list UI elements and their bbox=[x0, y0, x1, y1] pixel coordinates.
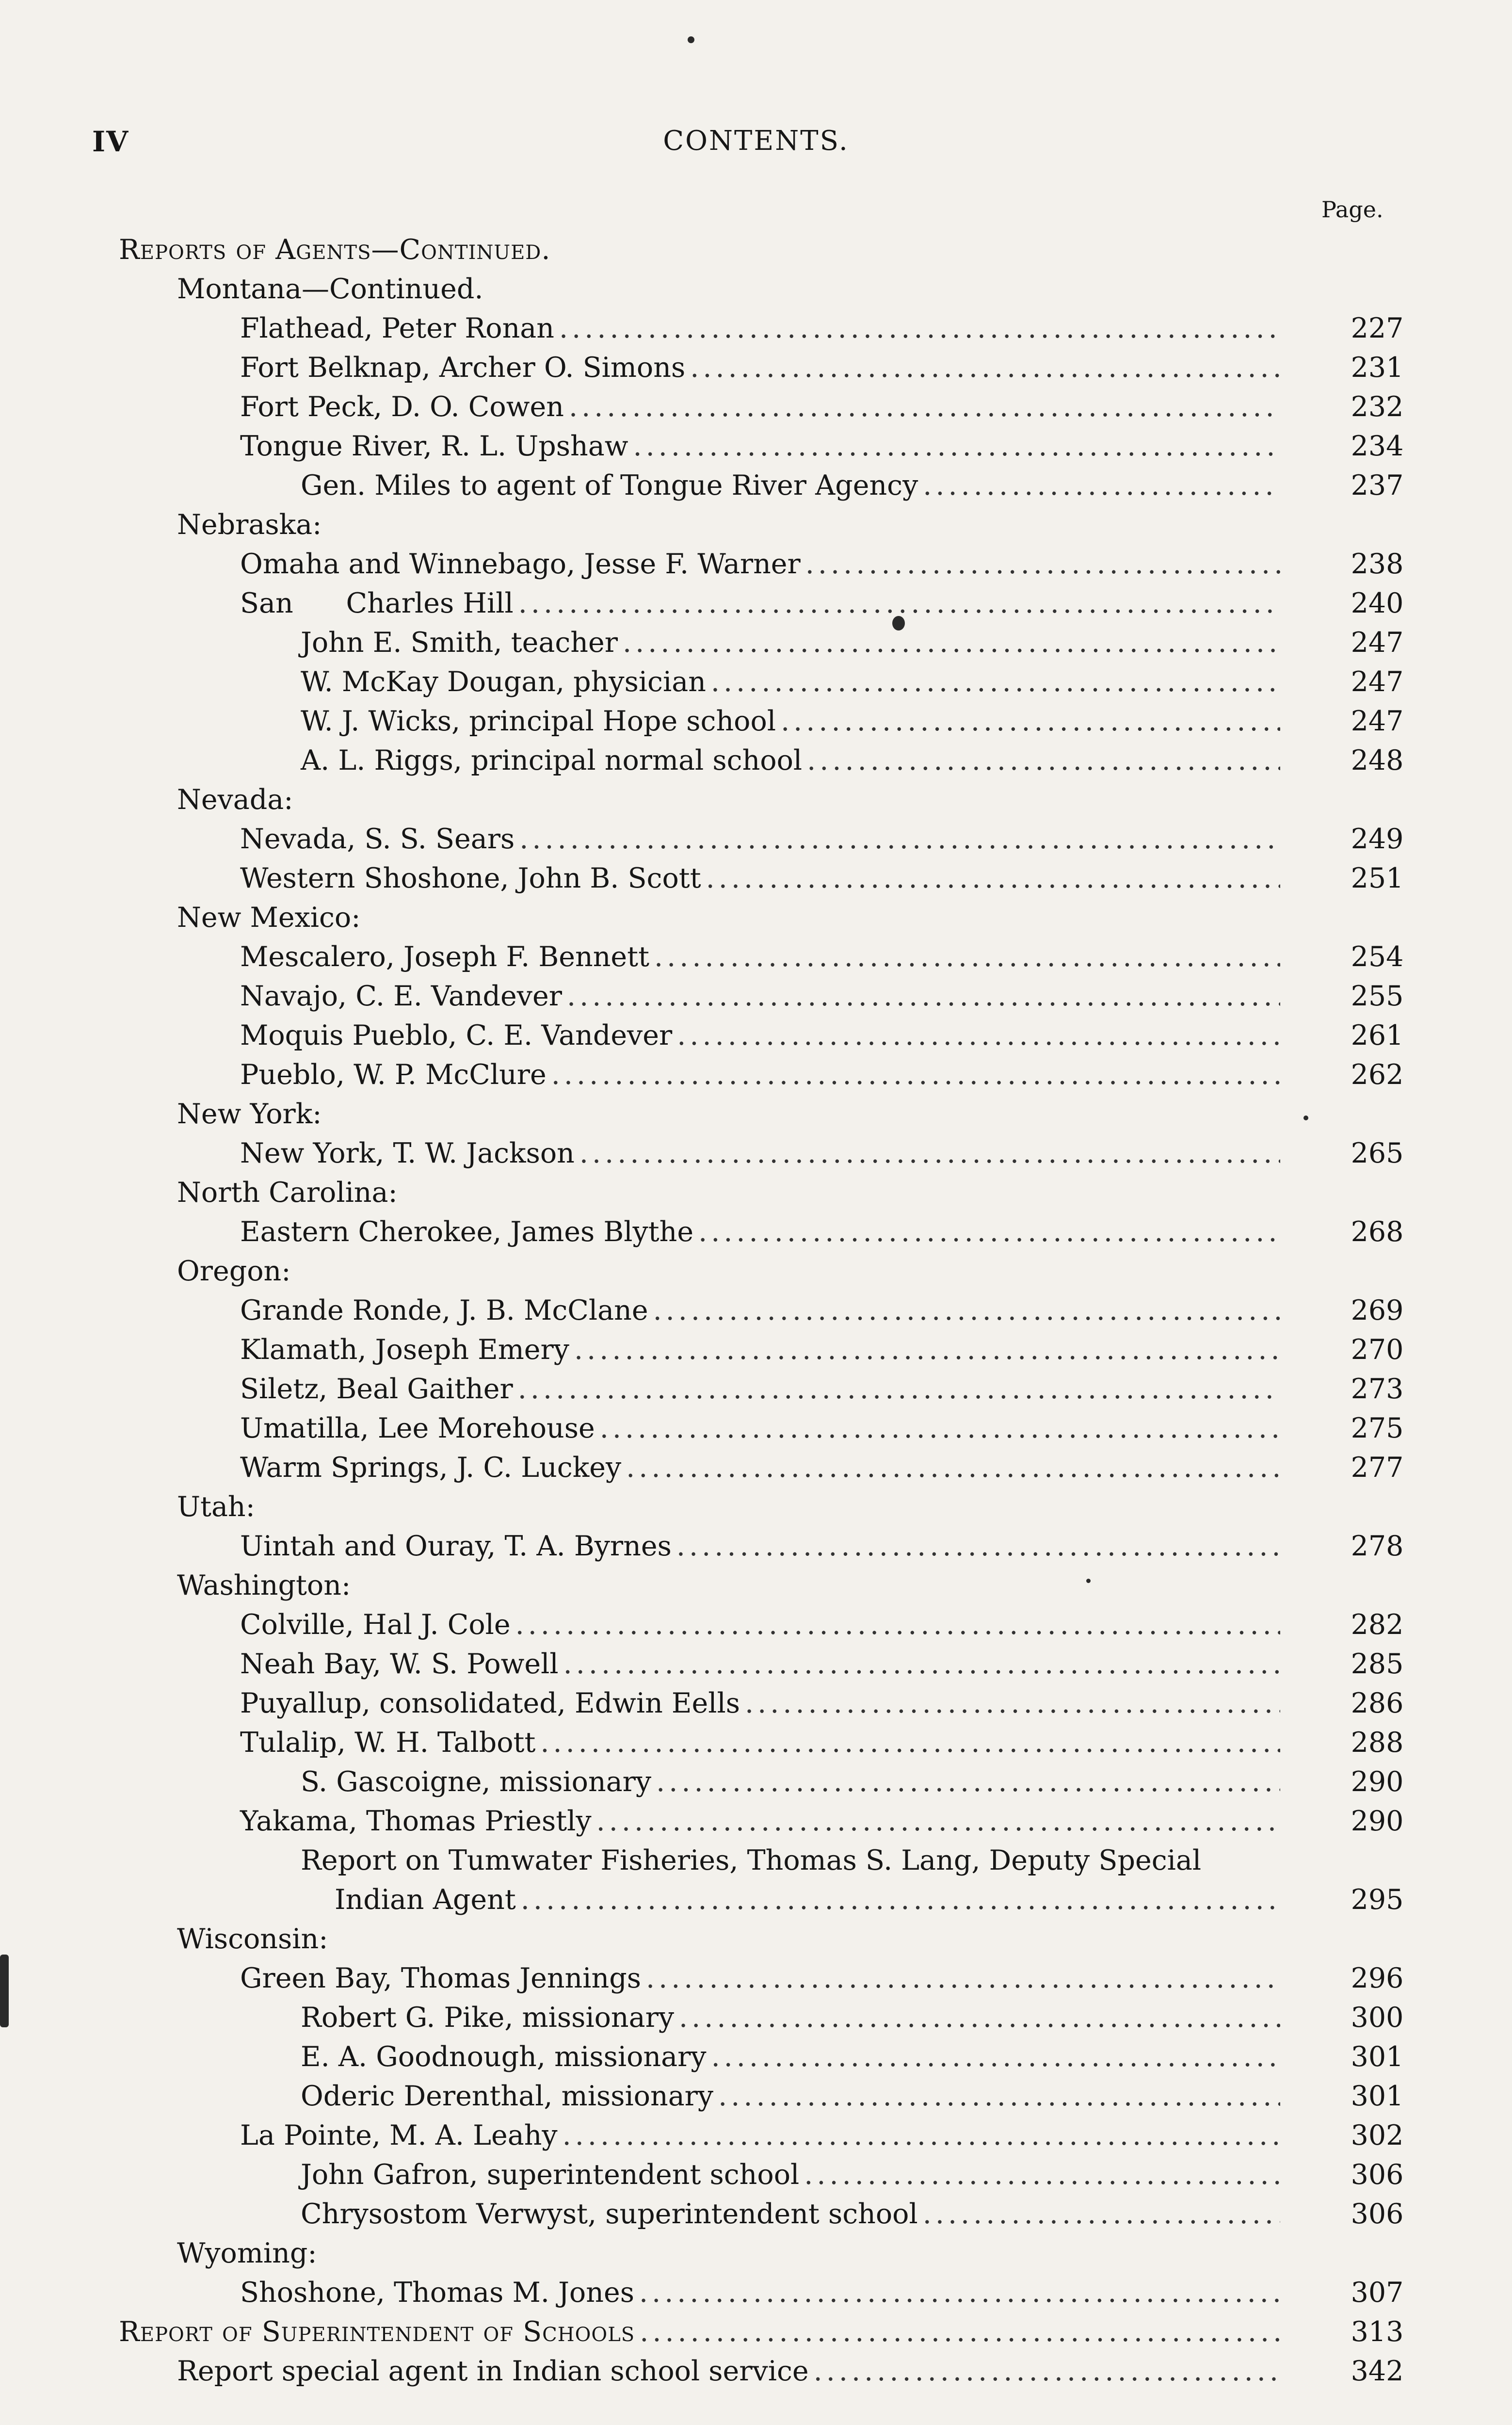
toc-entry-page: 306 bbox=[1351, 2159, 1404, 2191]
toc-entry bbox=[240, 1959, 1404, 1998]
toc-entry-page: 251 bbox=[1351, 862, 1404, 894]
toc-entry-label: Uintah and Ouray, T. A. Byrnes bbox=[240, 1530, 672, 1562]
dot-leader bbox=[639, 2273, 1280, 2312]
toc-entry-label: Neah Bay, W. S. Powell bbox=[240, 1648, 559, 1680]
toc-entry-page: 301 bbox=[1351, 2041, 1404, 2073]
toc-entry-label: North Carolina: bbox=[177, 1177, 398, 1209]
toc-entry bbox=[240, 1409, 1404, 1448]
toc-entry-label: E. A. Goodnough, missionary bbox=[301, 2041, 707, 2073]
toc-entry-page: 278 bbox=[1351, 1530, 1404, 1562]
toc-entry-page: 313 bbox=[1351, 2316, 1404, 2348]
dot-leader bbox=[569, 388, 1280, 426]
toc-entry-page: 342 bbox=[1351, 2355, 1404, 2387]
dot-leader bbox=[679, 1998, 1280, 2037]
toc-entry-page: 240 bbox=[1351, 587, 1404, 619]
dot-leader bbox=[711, 663, 1280, 701]
toc-entry-page: 282 bbox=[1351, 1609, 1404, 1641]
toc-entry bbox=[177, 1487, 1285, 1526]
toc-entry bbox=[240, 1645, 1404, 1683]
toc-entry bbox=[301, 663, 1404, 701]
toc-entry-label: Green Bay, Thomas Jennings bbox=[240, 1962, 641, 1994]
dot-leader bbox=[706, 859, 1280, 898]
toc-entry bbox=[119, 230, 1285, 269]
toc-entry-label: Washington: bbox=[177, 1569, 351, 1601]
toc-entry-page: 232 bbox=[1351, 391, 1404, 423]
toc-entry-label: Nevada: bbox=[177, 784, 293, 816]
scan-speck bbox=[892, 616, 905, 630]
dot-leader bbox=[923, 2195, 1280, 2233]
toc-entry bbox=[301, 623, 1404, 662]
toc-entry-label: Flathead, Peter Ronan bbox=[240, 312, 554, 344]
dot-leader bbox=[690, 348, 1280, 387]
page-column-label: Page. bbox=[1321, 196, 1383, 223]
dot-leader bbox=[633, 427, 1280, 466]
toc-entry-page: 296 bbox=[1351, 1962, 1404, 1994]
toc-entry bbox=[177, 780, 1285, 819]
toc-entry bbox=[119, 2312, 1404, 2351]
toc-entry bbox=[240, 820, 1404, 858]
toc-entry bbox=[301, 2155, 1404, 2194]
toc-entry-label: Grande Ronde, J. B. McClane bbox=[240, 1294, 648, 1326]
toc-entry bbox=[240, 1723, 1404, 1762]
toc-entry bbox=[301, 741, 1404, 780]
toc-entry bbox=[335, 1880, 1404, 1919]
dot-leader bbox=[521, 1880, 1280, 1919]
toc-entry bbox=[177, 898, 1285, 937]
toc-entry-label: Fort Belknap, Archer O. Simons bbox=[240, 352, 686, 384]
toc-entry-page: 269 bbox=[1351, 1294, 1404, 1326]
dot-leader bbox=[623, 623, 1280, 662]
toc-entry bbox=[240, 1370, 1404, 1408]
dot-leader bbox=[656, 1762, 1280, 1801]
toc-entry-page: 301 bbox=[1351, 2080, 1404, 2112]
toc-entry-page: 234 bbox=[1351, 430, 1404, 462]
toc-entry-label: Report of Superintendent of Schools bbox=[119, 2316, 635, 2348]
scan-speck bbox=[0, 1955, 9, 2027]
toc-entry-page: 238 bbox=[1351, 548, 1404, 580]
toc-entry-page: 285 bbox=[1351, 1648, 1404, 1680]
toc-entry-label: Robert G. Pike, missionary bbox=[301, 2002, 675, 2034]
toc-entry bbox=[177, 1173, 1285, 1212]
toc-entry-label: Warm Springs, J. C. Luckey bbox=[240, 1452, 622, 1484]
toc-entry-label: S. Gascoigne, missionary bbox=[301, 1766, 652, 1798]
scan-speck bbox=[1086, 1579, 1091, 1583]
toc-entry-page: 300 bbox=[1351, 2002, 1404, 2034]
toc-entry bbox=[301, 2037, 1404, 2076]
dot-leader bbox=[551, 1055, 1280, 1094]
dot-leader bbox=[519, 820, 1280, 858]
toc-entry-page: 273 bbox=[1351, 1373, 1404, 1405]
toc-entry-label: Fort Peck, D. O. Cowen bbox=[240, 391, 564, 423]
toc-entry bbox=[240, 584, 1404, 623]
toc-entry-label: Omaha and Winnebago, Jesse F. Warner bbox=[240, 548, 801, 580]
toc-entry-label: Yakama, Thomas Priestly bbox=[240, 1805, 592, 1837]
toc-entry-label: Eastern Cherokee, James Blythe bbox=[240, 1216, 694, 1248]
toc-entry-label: Montana—Continued. bbox=[177, 273, 483, 305]
dot-leader bbox=[574, 1330, 1280, 1369]
scan-speck bbox=[1303, 1116, 1308, 1120]
toc-entry bbox=[301, 466, 1404, 505]
dot-leader bbox=[640, 2312, 1280, 2351]
toc-entry-page: 268 bbox=[1351, 1216, 1404, 1248]
toc-entry bbox=[301, 1841, 1285, 1880]
toc-entry-label: Wyoming: bbox=[177, 2237, 317, 2269]
toc-entry bbox=[240, 1212, 1404, 1251]
toc-entry-label: Nebraska: bbox=[177, 509, 322, 541]
toc-entry-label: Pueblo, W. P. McClure bbox=[240, 1059, 547, 1091]
toc-entry-label: Siletz, Beal Gaither bbox=[240, 1373, 513, 1405]
toc-entry-page: 248 bbox=[1351, 744, 1404, 776]
toc-entry-label: Tongue River, R. L. Upshaw bbox=[240, 430, 628, 462]
toc-entry bbox=[177, 1095, 1285, 1133]
toc-entry-page: 227 bbox=[1351, 312, 1404, 344]
dot-leader bbox=[804, 2155, 1280, 2194]
toc-entry-label: Umatilla, Lee Morehouse bbox=[240, 1412, 595, 1444]
toc-entry bbox=[240, 1802, 1404, 1841]
toc-entry-label: Utah: bbox=[177, 1491, 255, 1523]
dot-leader bbox=[579, 1134, 1280, 1173]
toc-entry-label: John Gafron, superintendent school bbox=[301, 2159, 800, 2191]
toc-entry-label: Wisconsin: bbox=[177, 1923, 328, 1955]
toc-entry bbox=[240, 1605, 1404, 1644]
toc-entry-label: Report special agent in Indian school service bbox=[177, 2355, 809, 2387]
dot-leader bbox=[781, 702, 1280, 741]
scan-speck bbox=[688, 36, 694, 43]
toc-entry bbox=[240, 938, 1404, 976]
toc-entry-label: Indian Agent bbox=[335, 1884, 516, 1916]
dot-leader bbox=[677, 1016, 1280, 1055]
toc-entry-label: Shoshone, Thomas M. Jones bbox=[240, 2277, 634, 2309]
toc-entry bbox=[240, 2116, 1404, 2155]
toc-entry-label: Reports of Agents—Continued. bbox=[119, 234, 551, 266]
toc-entry-label: A. L. Riggs, principal normal school bbox=[301, 744, 803, 776]
toc-entry-page: 254 bbox=[1351, 941, 1404, 973]
toc-entry-page: 247 bbox=[1351, 627, 1404, 659]
toc-entry-page: 277 bbox=[1351, 1452, 1404, 1484]
toc-entry bbox=[301, 2195, 1404, 2233]
dot-leader bbox=[626, 1448, 1280, 1487]
toc-entry-label: Mescalero, Joseph F. Bennett bbox=[240, 941, 649, 973]
toc-entry bbox=[177, 2352, 1404, 2391]
toc-entry-label: Colville, Hal J. Cole bbox=[240, 1609, 511, 1641]
running-head: CONTENTS. bbox=[663, 125, 849, 157]
toc-entry-page: 302 bbox=[1351, 2119, 1404, 2151]
dot-leader bbox=[559, 309, 1280, 348]
toc-entry bbox=[240, 977, 1404, 1016]
toc-entry-label: Western Shoshone, John B. Scott bbox=[240, 862, 701, 894]
toc-entry-label: New Mexico: bbox=[177, 902, 361, 934]
dot-leader bbox=[518, 1370, 1280, 1408]
toc-entry-label: Oregon: bbox=[177, 1255, 291, 1287]
toc-entry-page: 265 bbox=[1351, 1137, 1404, 1169]
toc-entry-page: 306 bbox=[1351, 2198, 1404, 2230]
dot-leader bbox=[563, 1645, 1280, 1683]
toc-entry bbox=[240, 1055, 1404, 1094]
toc-entry-label: New York, T. W. Jackson bbox=[240, 1137, 575, 1169]
toc-entry-label: San Charles Hill bbox=[240, 587, 514, 619]
toc-entry-label: Chrysostom Verwyst, superintendent school bbox=[301, 2198, 918, 2230]
dot-leader bbox=[646, 1959, 1280, 1998]
toc-entry bbox=[177, 505, 1285, 544]
toc-entry-page: 275 bbox=[1351, 1412, 1404, 1444]
toc-entry-label: New York: bbox=[177, 1098, 322, 1130]
toc-entry-page: 286 bbox=[1351, 1687, 1404, 1719]
toc-entry-label: Gen. Miles to agent of Tongue River Agency bbox=[301, 469, 918, 501]
toc-entry bbox=[240, 348, 1404, 387]
toc-entry bbox=[301, 1998, 1404, 2037]
dot-leader bbox=[814, 2352, 1280, 2391]
toc-entry-label: Report on Tumwater Fisheries, Thomas S. Lang, Deputy Special bbox=[301, 1844, 1202, 1876]
toc-entry bbox=[240, 1448, 1404, 1487]
dot-leader bbox=[807, 741, 1280, 780]
toc-entry bbox=[301, 1762, 1404, 1801]
toc-entry-page: 249 bbox=[1351, 823, 1404, 855]
dot-leader bbox=[515, 1605, 1280, 1644]
toc-entry-page: 290 bbox=[1351, 1805, 1404, 1837]
toc-entry bbox=[177, 1920, 1285, 1958]
toc-entry-label: Puyallup, consolidated, Edwin Eells bbox=[240, 1687, 740, 1719]
dot-leader bbox=[805, 545, 1280, 583]
toc-entry bbox=[240, 1330, 1404, 1369]
dot-leader bbox=[698, 1212, 1280, 1251]
toc-entry bbox=[240, 1527, 1404, 1566]
toc-entry-page: 295 bbox=[1351, 1884, 1404, 1916]
toc-entry-label: Tulalip, W. H. Talbott bbox=[240, 1727, 536, 1759]
toc-entry bbox=[240, 545, 1404, 583]
toc-entry-page: 270 bbox=[1351, 1334, 1404, 1366]
toc-entry-page: 307 bbox=[1351, 2277, 1404, 2309]
dot-leader bbox=[676, 1527, 1280, 1566]
toc-entry-page: 237 bbox=[1351, 469, 1404, 501]
toc-entry-label: Navajo, C. E. Vandever bbox=[240, 980, 562, 1012]
toc-entry bbox=[240, 1134, 1404, 1173]
toc-entry-page: 262 bbox=[1351, 1059, 1404, 1091]
dot-leader bbox=[745, 1684, 1280, 1723]
toc-entry-label: W. McKay Dougan, physician bbox=[301, 666, 706, 698]
dot-leader bbox=[711, 2037, 1280, 2076]
toc-entry bbox=[177, 2234, 1285, 2273]
toc-entry bbox=[240, 427, 1404, 466]
toc-entry bbox=[240, 2273, 1404, 2312]
toc-entry-page: 261 bbox=[1351, 1019, 1404, 1051]
toc-entry bbox=[301, 702, 1404, 741]
dot-leader bbox=[653, 1291, 1280, 1330]
toc-entry-page: 288 bbox=[1351, 1727, 1404, 1759]
page-number: IV bbox=[92, 125, 129, 158]
toc-entry-page: 255 bbox=[1351, 980, 1404, 1012]
dot-leader bbox=[718, 2077, 1280, 2116]
dot-leader bbox=[567, 977, 1280, 1016]
toc-entry bbox=[177, 1252, 1285, 1291]
toc-entry-label: La Pointe, M. A. Leahy bbox=[240, 2119, 558, 2151]
dot-leader bbox=[596, 1802, 1280, 1841]
toc-entry bbox=[240, 859, 1404, 898]
toc-entry bbox=[240, 388, 1404, 426]
toc-entry bbox=[240, 309, 1404, 348]
toc-entry-label: John E. Smith, teacher bbox=[301, 627, 618, 659]
toc-entry-label: W. J. Wicks, principal Hope school bbox=[301, 705, 776, 737]
toc-entry bbox=[240, 1291, 1404, 1330]
toc-entry-page: 247 bbox=[1351, 666, 1404, 698]
dot-leader bbox=[923, 466, 1280, 505]
toc-entry-page: 247 bbox=[1351, 705, 1404, 737]
toc-entry-label: Moquis Pueblo, C. E. Vandever bbox=[240, 1019, 673, 1051]
toc-entry bbox=[301, 2077, 1404, 2116]
toc-entry-page: 290 bbox=[1351, 1766, 1404, 1798]
toc-entry-label: Oderic Derenthal, missionary bbox=[301, 2080, 714, 2112]
toc-entry bbox=[177, 270, 1285, 308]
dot-leader bbox=[654, 938, 1280, 976]
toc-entry-page: 231 bbox=[1351, 352, 1404, 384]
dot-leader bbox=[600, 1409, 1280, 1448]
dot-leader bbox=[563, 2116, 1280, 2155]
dot-leader bbox=[540, 1723, 1280, 1762]
toc-entry bbox=[177, 1566, 1285, 1605]
toc-entry bbox=[240, 1016, 1404, 1055]
toc-entry-label: Klamath, Joseph Emery bbox=[240, 1334, 569, 1366]
toc-entry-label: Nevada, S. S. Sears bbox=[240, 823, 515, 855]
toc-entry bbox=[240, 1684, 1404, 1723]
